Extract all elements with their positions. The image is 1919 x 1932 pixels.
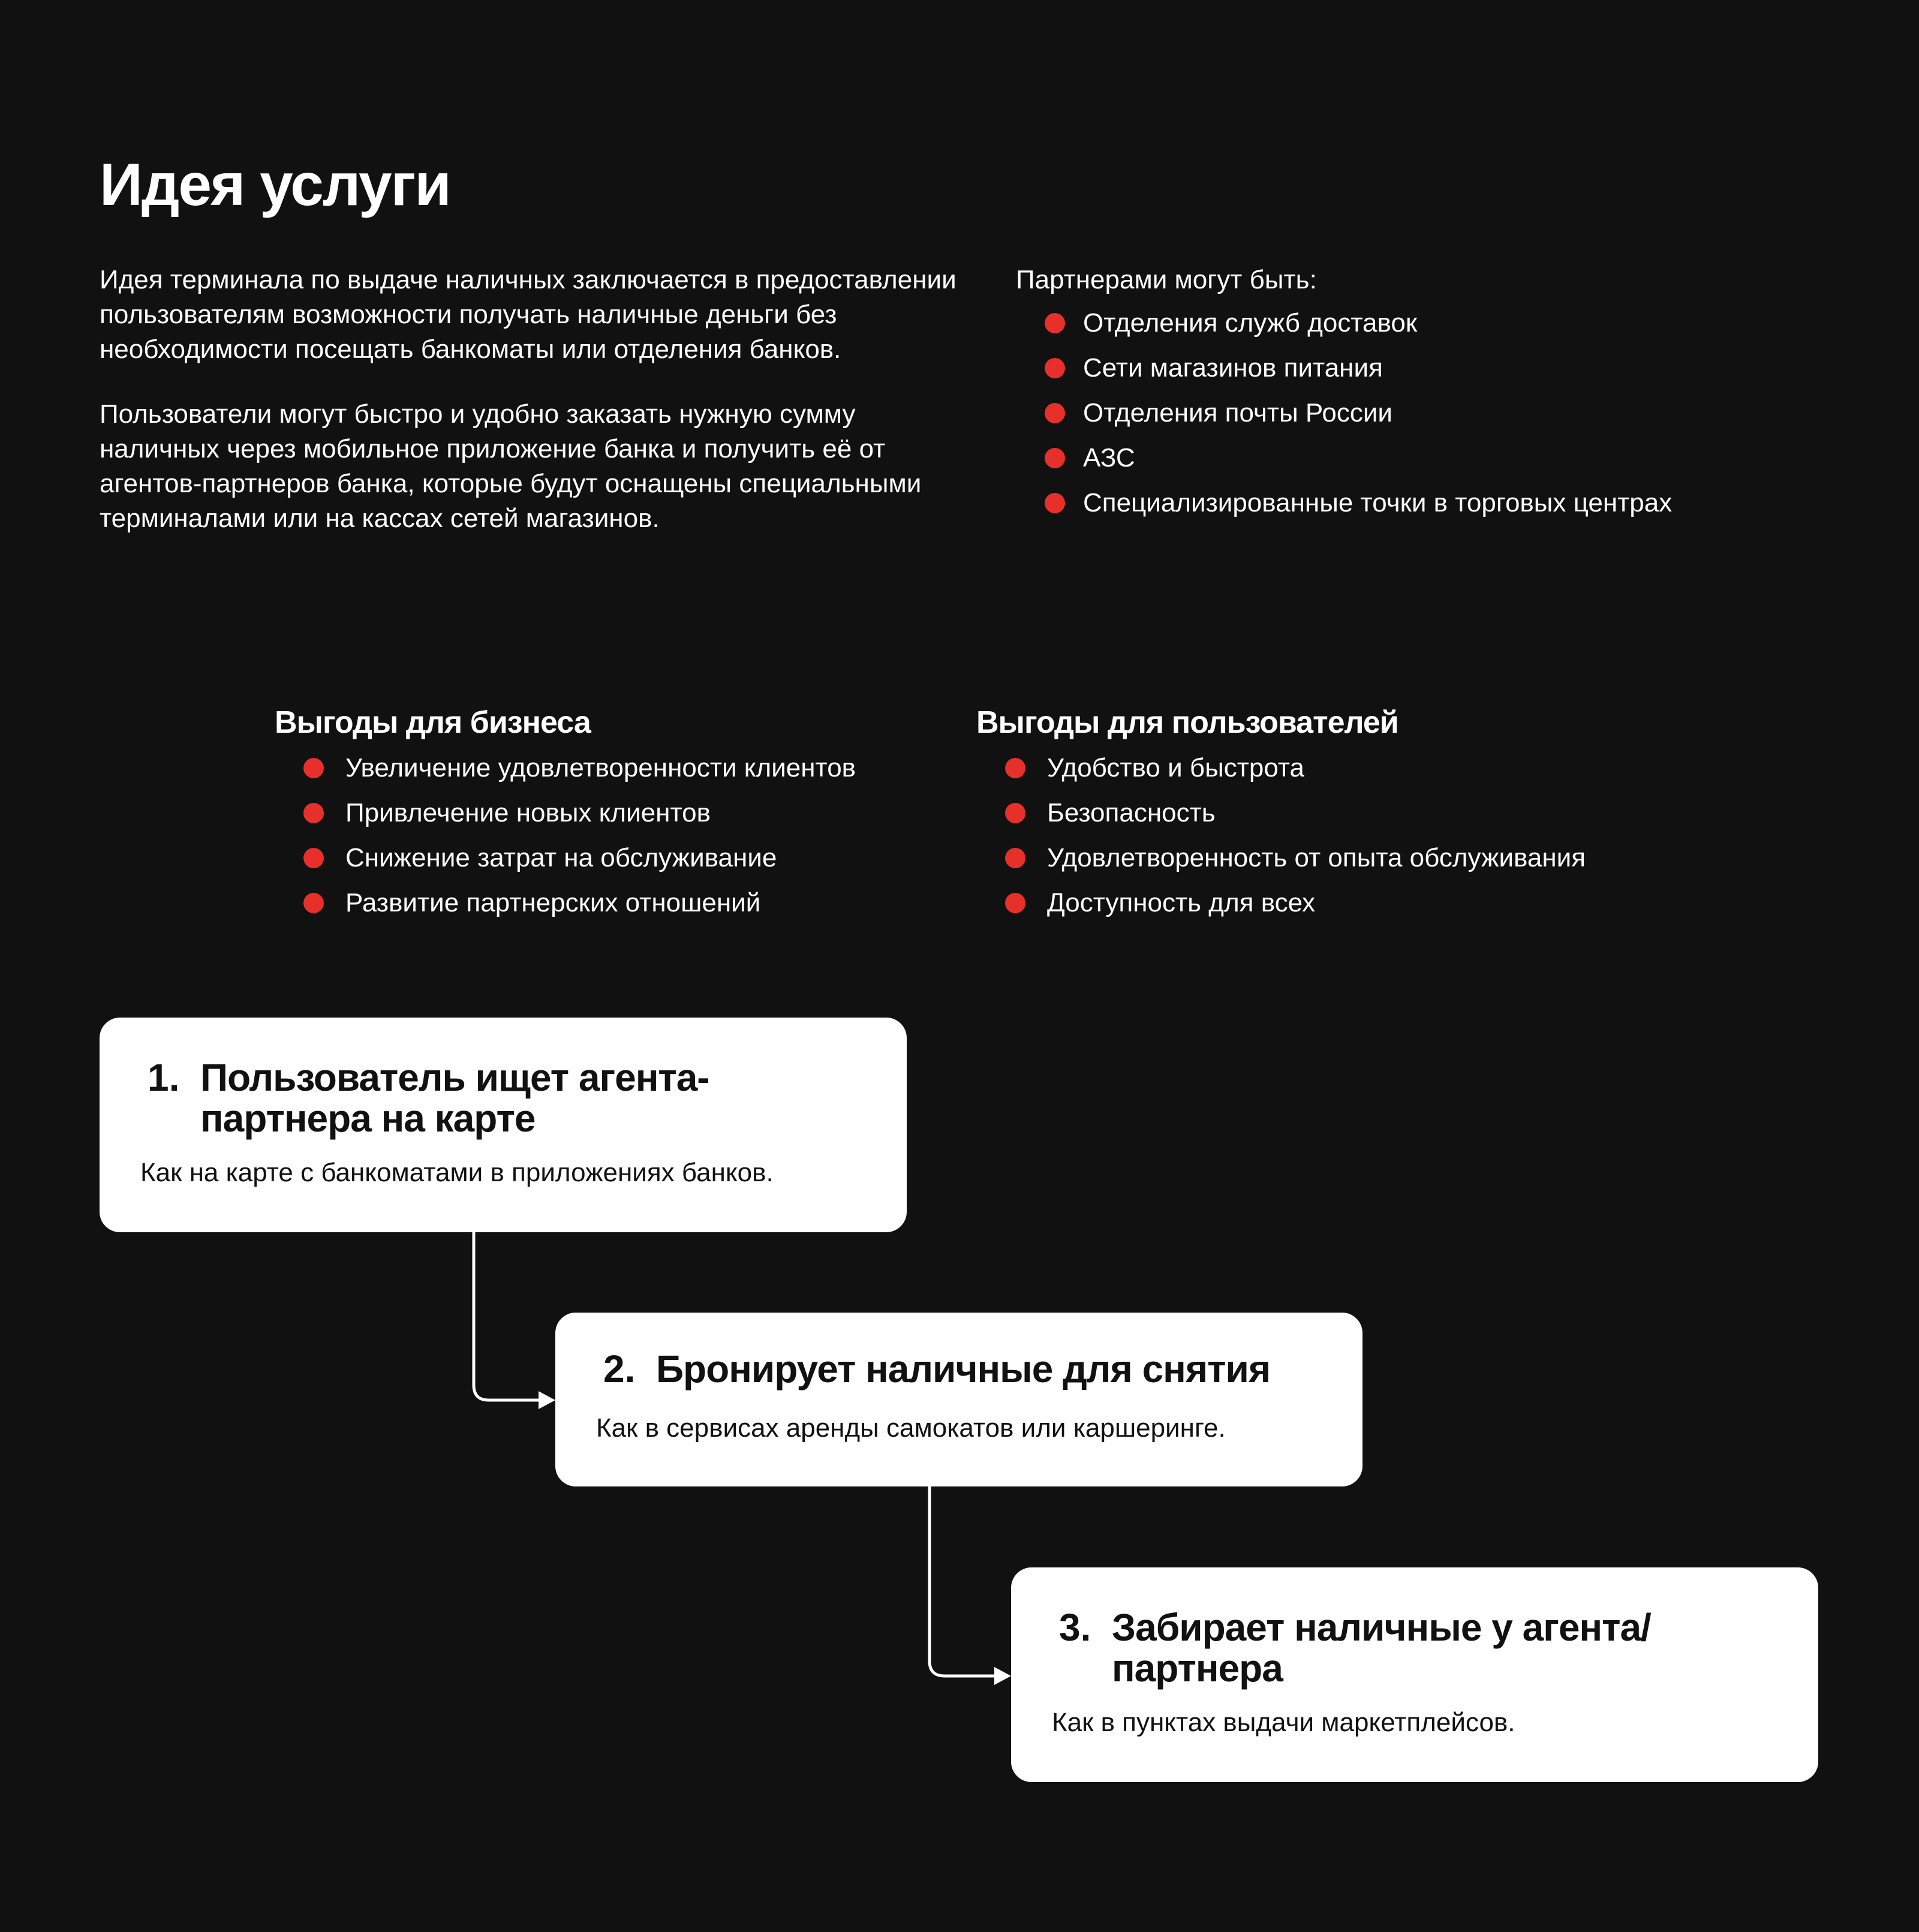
list-item-label: Развитие партнерских отношений: [345, 888, 761, 917]
list-item-label: АЗС: [1083, 443, 1135, 473]
list-item-label: Удобство и быстрота: [1047, 753, 1304, 783]
list-item-label: Снижение затрат на обслуживание: [345, 843, 777, 872]
step-number: 1.: [148, 1056, 180, 1099]
intro-paragraph-2: Пользователи могут быстро и удобно заказать нужную сумму наличных через мобильное приложение банка и получить её от агентов-партнеров банка, которые будут оснащены специальными терминалами или на кассах сетей магазинов.: [100, 399, 922, 533]
business-benefits-title: Выгоды для бизнеса: [275, 705, 591, 740]
connector-arrow-1-2: [474, 1232, 543, 1400]
step-title: Забирает наличные у агента/ партнера: [1112, 1606, 1651, 1690]
list-item-label: Отделения служб доставок: [1083, 308, 1418, 338]
arrowhead-icon: [539, 1391, 555, 1409]
partners-title: Партнерами могут быть:: [1016, 265, 1317, 294]
step-title: Бронирует наличные для снятия: [656, 1347, 1271, 1391]
list-item-label: Привлечение новых клиентов: [345, 798, 711, 827]
list-item-label: Увеличение удовлетворенности клиентов: [345, 753, 856, 783]
user-benefits-title: Выгоды для пользователей: [976, 705, 1398, 740]
step-description: Как в сервисах аренды самокатов или каршеринге.: [596, 1413, 1226, 1443]
page-title: Идея услуги: [100, 151, 450, 218]
list-item-label: Специализированные точки в торговых центрах: [1083, 488, 1673, 517]
step-number: 2.: [603, 1347, 636, 1391]
step-card-2: [555, 1313, 1362, 1486]
intro-paragraph-1: Идея терминала по выдаче наличных заключается в предоставлении пользователям возможности получать наличные деньги без необходимости посещать банкоматы или отделения банков.: [100, 265, 957, 364]
step-title: Пользователь ищет агента-партнера на карте: [200, 1056, 709, 1140]
step-number: 3.: [1059, 1606, 1091, 1649]
list-item-label: Сети магазинов питания: [1083, 353, 1383, 383]
list-item-label: Отделения почты России: [1083, 398, 1392, 428]
step-card-1: [100, 1018, 907, 1232]
list-item-label: Безопасность: [1047, 798, 1216, 827]
arrowhead-icon: [994, 1667, 1011, 1685]
step-description: Как на карте с банкоматами в приложениях банков.: [140, 1158, 774, 1187]
connector-arrow-2-3: [930, 1486, 999, 1676]
step-card-3: [1011, 1567, 1818, 1782]
step-description: Как в пунктах выдачи маркетплейсов.: [1052, 1708, 1515, 1737]
list-item-label: Удовлетворенность от опыта обслуживания: [1047, 843, 1586, 872]
list-item-label: Доступность для всех: [1047, 888, 1316, 917]
